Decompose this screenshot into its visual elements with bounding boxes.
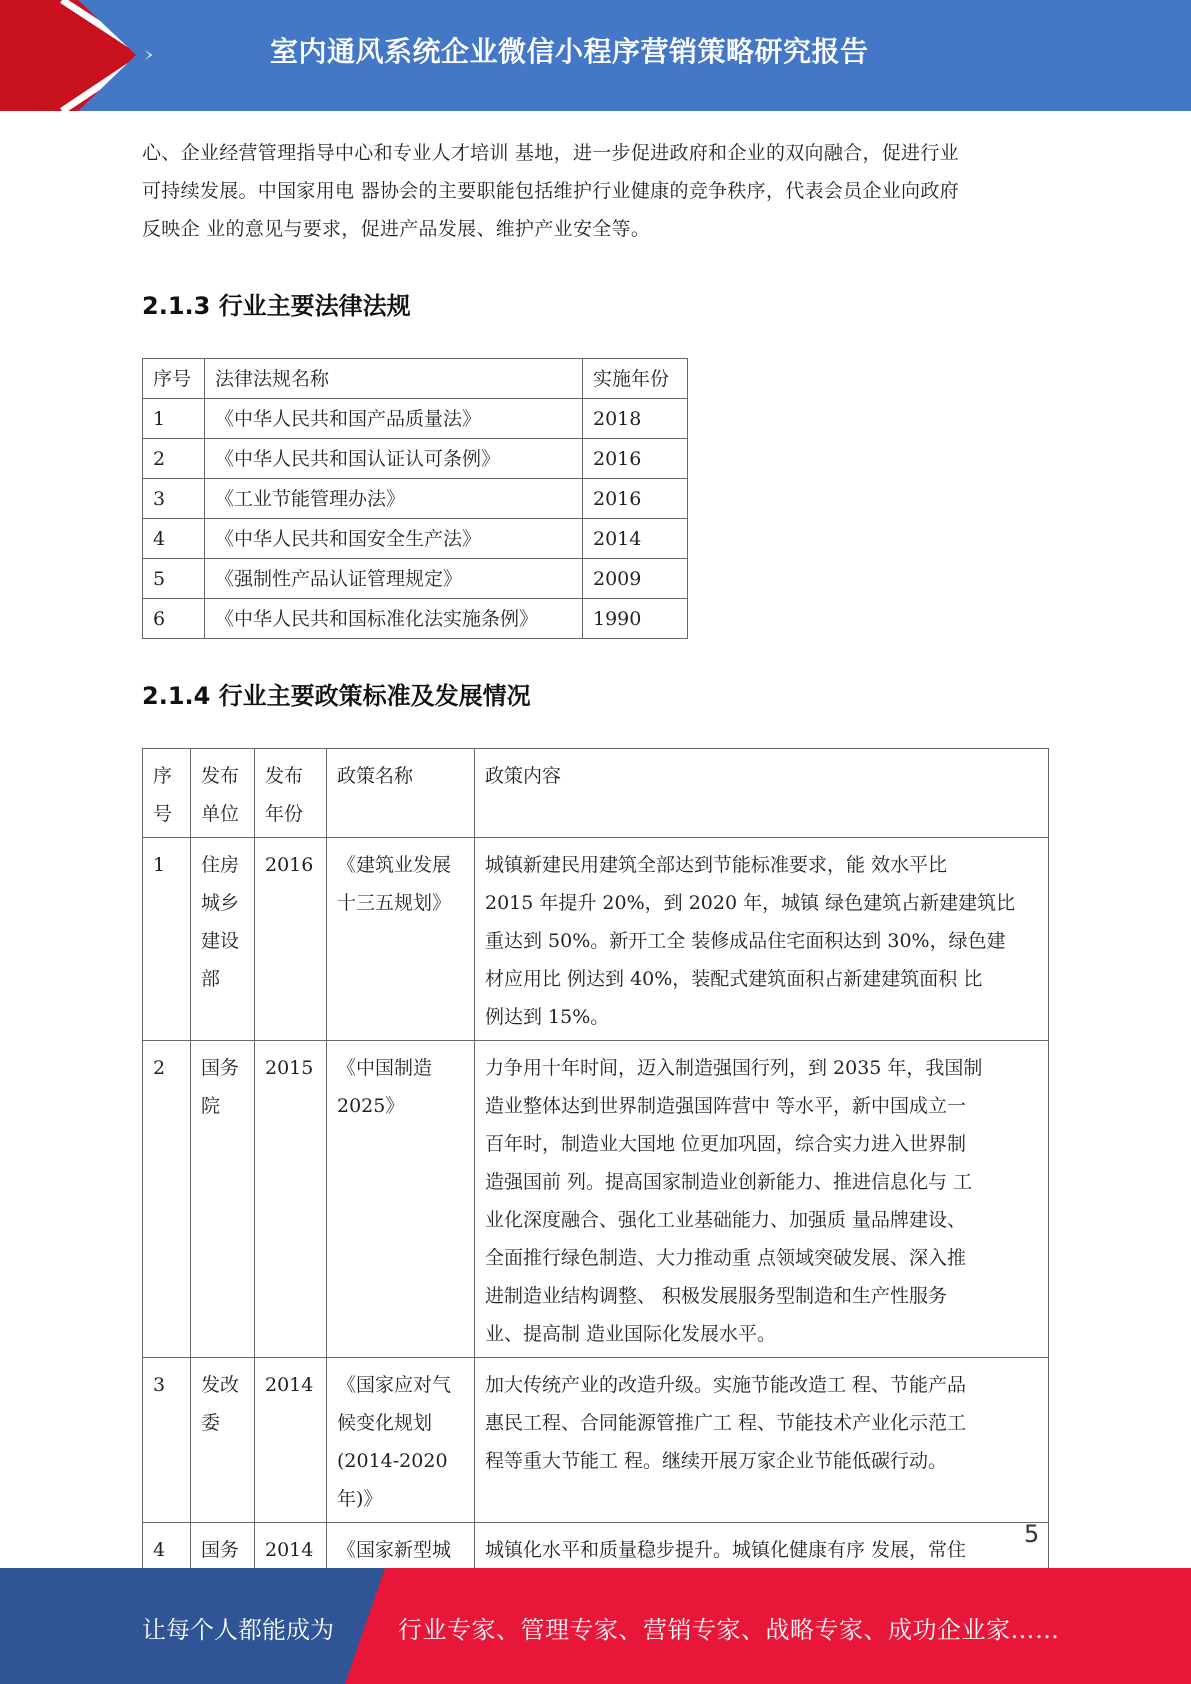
column-header-no	[143, 749, 191, 838]
text-line: 例达到 15%。	[485, 1006, 610, 1028]
text-line: (2014-2020	[337, 1450, 448, 1472]
table-row	[143, 479, 688, 519]
text-line: 国务	[201, 1057, 240, 1079]
cell-law-name: 《中华人民共和国标准化法实施条例》	[205, 599, 583, 639]
cell-unit	[191, 1041, 255, 1358]
cell-year: 2016	[255, 838, 327, 1041]
page-footer	[0, 1568, 1191, 1684]
cell-policy-name	[327, 1041, 475, 1358]
table-row	[143, 1041, 1049, 1358]
text-line: 2015 年提升 20%，到 2020 年，城镇 绿色建筑占新建建筑比	[485, 892, 1016, 914]
text-line: 发改	[201, 1374, 240, 1396]
laws-table	[142, 358, 688, 639]
cell-policy-name	[327, 1358, 475, 1523]
text-line: 造强国前 列。提高国家制造业创新能力、推进信息化与 工	[485, 1171, 973, 1193]
header-text: 年份	[265, 803, 304, 825]
table-row	[143, 1358, 1049, 1523]
column-header-no: 序号	[143, 359, 205, 399]
cell-no: 6	[143, 599, 205, 639]
text-line: 住房	[201, 854, 240, 876]
intro-paragraph	[142, 134, 1047, 248]
column-header-policy-name: 政策名称	[327, 749, 475, 838]
cell-year: 2014	[255, 1523, 327, 1574]
cell-policy-name: 《国家新型城	[327, 1523, 475, 1574]
cell-policy-name	[327, 838, 475, 1041]
footer-slogan-left: 让每个人都能成为	[142, 1616, 334, 1644]
cell-no: 5	[143, 559, 205, 599]
text-line: 百年时，制造业大国地 位更加巩固，综合实力进入世界制	[485, 1133, 967, 1155]
cell-no: 2	[143, 439, 205, 479]
text-line: 业化深度融合、强化工业基础能力、加强质 量品牌建设、	[485, 1209, 967, 1231]
column-header-policy-content: 政策内容	[475, 749, 1049, 838]
header-text: 发布	[201, 765, 240, 787]
text-line: 院	[201, 1095, 221, 1117]
text-line: 材应用比 例达到 40%，装配式建筑面积占新建建筑面积 比	[485, 968, 983, 990]
text-line: 建设	[201, 930, 240, 952]
table-row	[143, 838, 1049, 1041]
cell-unit	[191, 838, 255, 1041]
paragraph-line: 可持续发展。中国家用电 器协会的主要职能包括维护行业健康的竞争秩序，代表会员企业向政府	[142, 180, 959, 202]
cell-no: 1	[143, 399, 205, 439]
cell-no: 4	[143, 519, 205, 559]
footer-slogan-right: 行业专家、管理专家、营销专家、战略专家、成功企业家……	[398, 1616, 1060, 1644]
cell-no: 2	[143, 1041, 191, 1358]
text-line: 2025》	[337, 1095, 405, 1117]
cell-year: 2016	[583, 439, 688, 479]
cell-year: 2016	[583, 479, 688, 519]
text-line: 惠民工程、合同能源管推广工 程、节能技术产业化示范工	[485, 1412, 967, 1434]
table-header-row	[143, 749, 1049, 838]
column-header-year	[255, 749, 327, 838]
text-line: 全面推行绿色制造、大力推动重 点领域突破发展、深入推	[485, 1247, 967, 1269]
cell-law-name: 《工业节能管理办法》	[205, 479, 583, 519]
text-line: 造业整体达到世界制造强国阵营中 等水平，新中国成立一	[485, 1095, 967, 1117]
cell-law-name: 《中华人民共和国安全生产法》	[205, 519, 583, 559]
column-header-name: 法律法规名称	[205, 359, 583, 399]
cell-law-name: 《中华人民共和国认证认可条例》	[205, 439, 583, 479]
cell-year: 2014	[583, 519, 688, 559]
cell-year: 2009	[583, 559, 688, 599]
text-line: 重达到 50%。新开工全 装修成品住宅面积达到 30%，绿色建	[485, 930, 1006, 952]
cell-year: 2018	[583, 399, 688, 439]
cell-policy-content: 城镇化水平和质量稳步提升。城镇化健康有序 发展，常住	[475, 1523, 1049, 1574]
cell-year: 1990	[583, 599, 688, 639]
header-text: 单位	[201, 803, 240, 825]
table-row	[143, 599, 688, 639]
cell-unit: 国务	[191, 1523, 255, 1574]
page-header	[0, 0, 1191, 111]
table-row	[143, 1523, 1049, 1574]
text-line: 业、提高制 造业国际化发展水平。	[485, 1323, 777, 1345]
cell-no: 3	[143, 479, 205, 519]
text-line: 候变化规划	[337, 1412, 433, 1434]
policy-table	[142, 748, 1049, 1574]
header-text: 序	[153, 765, 173, 787]
cell-no: 1	[143, 838, 191, 1041]
paragraph-line: 反映企 业的意见与要求，促进产品发展、维护产业安全等。	[142, 218, 651, 240]
text-line: 进制造业结构调整、 积极发展服务型制造和生产性服务	[485, 1285, 948, 1307]
text-line: 《中国制造	[337, 1057, 433, 1079]
table-header-row	[143, 359, 688, 399]
cell-law-name: 《强制性产品认证管理规定》	[205, 559, 583, 599]
cell-policy-content	[475, 1041, 1049, 1358]
text-line: 十三五规划》	[337, 892, 452, 914]
paragraph-line: 心、企业经营管理指导中心和专业人才培训 基地，进一步促进政府和企业的双向融合，促进行业	[142, 142, 959, 164]
text-line: 年)》	[337, 1488, 383, 1510]
table-row	[143, 559, 688, 599]
cell-no: 4	[143, 1523, 191, 1574]
text-line: 加大传统产业的改造升级。实施节能改造工 程、节能产品	[485, 1374, 967, 1396]
report-title: 室内通风系统企业微信小程序营销策略研究报告	[270, 35, 869, 68]
cell-policy-content	[475, 838, 1049, 1041]
table-row	[143, 519, 688, 559]
cell-year: 2014	[255, 1358, 327, 1523]
text-line: 城乡	[201, 892, 240, 914]
section-heading-laws: 2.1.3 行业主要法律法规	[142, 292, 411, 320]
text-line: 城镇新建民用建筑全部达到节能标准要求，能 效水平比	[485, 854, 948, 876]
text-line: 《国家应对气	[337, 1374, 452, 1396]
cell-law-name: 《中华人民共和国产品质量法》	[205, 399, 583, 439]
cell-no: 3	[143, 1358, 191, 1523]
table-row	[143, 439, 688, 479]
column-header-unit	[191, 749, 255, 838]
text-line: 委	[201, 1412, 221, 1434]
header-text: 号	[153, 803, 173, 825]
section-heading-policies: 2.1.4 行业主要政策标准及发展情况	[142, 682, 531, 710]
text-line: 《建筑业发展	[337, 854, 452, 876]
text-line: 部	[201, 968, 221, 990]
table-row	[143, 399, 688, 439]
text-line: 力争用十年时间，迈入制造强国行列，到 2035 年，我国制	[485, 1057, 983, 1079]
cell-year: 2015	[255, 1041, 327, 1358]
cell-unit	[191, 1358, 255, 1523]
column-header-year: 实施年份	[583, 359, 688, 399]
cell-policy-content	[475, 1358, 1049, 1523]
header-text: 发布	[265, 765, 304, 787]
page-number: 5	[1024, 1520, 1040, 1548]
text-line: 程等重大节能工 程。继续开展万家企业节能低碳行动。	[485, 1450, 948, 1472]
